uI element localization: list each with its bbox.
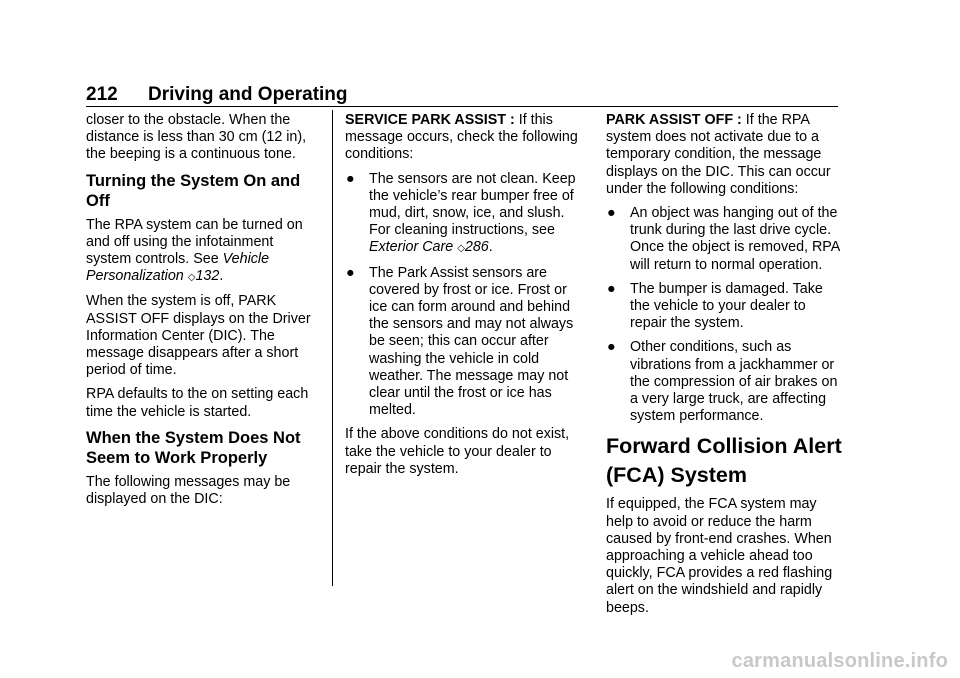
heading-turning-on-off: Turning the System On and Off <box>86 171 301 210</box>
paragraph-text: If this message occurs, check the following conditions: <box>345 112 578 163</box>
list-item <box>606 339 846 425</box>
bullet-icon: ● <box>346 264 355 281</box>
paragraph: If equipped, the FCA system may help to avoid or reduce the harm caused by front-end crashes. When approaching a vehicle ahead too quickly, FCA provides a red flashing alert on the windshield and rapidly beeps. <box>606 496 833 616</box>
paragraph <box>345 112 585 164</box>
paragraph-text: The RPA system can be turned on and off using the infotainment system controls. See <box>86 216 303 268</box>
list-item <box>345 171 585 258</box>
paragraph <box>606 112 846 198</box>
section-title: Driving and Operating <box>148 84 348 105</box>
page-reference-number: 132 <box>195 268 220 285</box>
column-divider <box>332 110 333 586</box>
heading-forward-collision-alert: Forward Collision Alert (FCA) System <box>606 434 842 488</box>
paragraph: When the system is off, PARK ASSIST OFF displays on the Driver Information Center (DIC). The message disappears after a short period of time. <box>86 293 311 379</box>
cross-reference-link[interactable]: Exterior Care <box>369 239 454 256</box>
list-item-text: Other conditions, such as vibrations from a jackhammer or the compression of air brakes on a very large truck, are affecting system performance. <box>630 339 838 425</box>
message-label: SERVICE PARK ASSIST : <box>345 112 515 128</box>
column-1 <box>86 112 322 515</box>
paragraph: RPA defaults to the on setting each time the vehicle is started. <box>86 386 309 420</box>
list-item-text: An object was hanging out of the trunk during the last drive cycle. Once the object is removed, RPA will return to normal operation. <box>630 205 840 273</box>
list-item-text: The bumper is damaged. Take the vehicle to your dealer to repair the system. <box>630 280 823 332</box>
list-item-text: The Park Assist sensors are covered by frost or ice. Frost or ice can form around and behind the sensors and may not always be seen; this can occur after washing the vehicle in cold weather. The message may not clear until the frost or ice has melted. <box>369 264 574 419</box>
bullet-icon: ● <box>607 280 616 297</box>
list-item-text <box>369 171 585 258</box>
page-header <box>86 84 348 106</box>
page-number: 212 <box>86 84 118 105</box>
watermark: carmanualsonline.info <box>731 650 948 672</box>
page-reference[interactable]: ◇132. <box>187 268 224 285</box>
column-3 <box>606 112 846 624</box>
bullet-icon: ● <box>607 339 616 356</box>
paragraph: If the above conditions do not exist, take the vehicle to your dealer to repair the system. <box>345 426 570 477</box>
bullet-icon: ● <box>607 205 616 222</box>
page-reference-number: 286 <box>464 239 489 256</box>
reference-arrow-icon: ◇ <box>457 243 465 255</box>
list-item <box>606 205 846 274</box>
header-rule <box>86 106 838 107</box>
list-item <box>606 281 846 333</box>
paragraph <box>86 217 322 287</box>
list-item-body: The sensors are not clean. Keep the vehicle’s rear bumper free of mud, dirt, snow, ice, and slush. For cleaning instructions, see <box>369 170 576 239</box>
paragraph-text: If the RPA system does not activate due to a temporary condition, the message displays on the DIC. This can occur under the following conditions: <box>606 112 831 197</box>
heading-not-work-properly: When the System Does Not Seem to Work Properly <box>86 428 301 467</box>
list-item <box>345 265 585 420</box>
message-label: PARK ASSIST OFF : <box>606 112 742 128</box>
paragraph: The following messages may be displayed on the DIC: <box>86 473 291 508</box>
cross-reference-link[interactable]: Vehicle Personalization <box>86 251 270 285</box>
reference-arrow-icon: ◇ <box>187 272 196 284</box>
column-2 <box>345 112 585 485</box>
paragraph: closer to the obstacle. When the distance is less than 30 cm (12 in), the beeping is a continuous tone. <box>86 112 307 163</box>
page-reference[interactable]: ◇286. <box>457 239 493 256</box>
bullet-icon: ● <box>346 170 355 187</box>
